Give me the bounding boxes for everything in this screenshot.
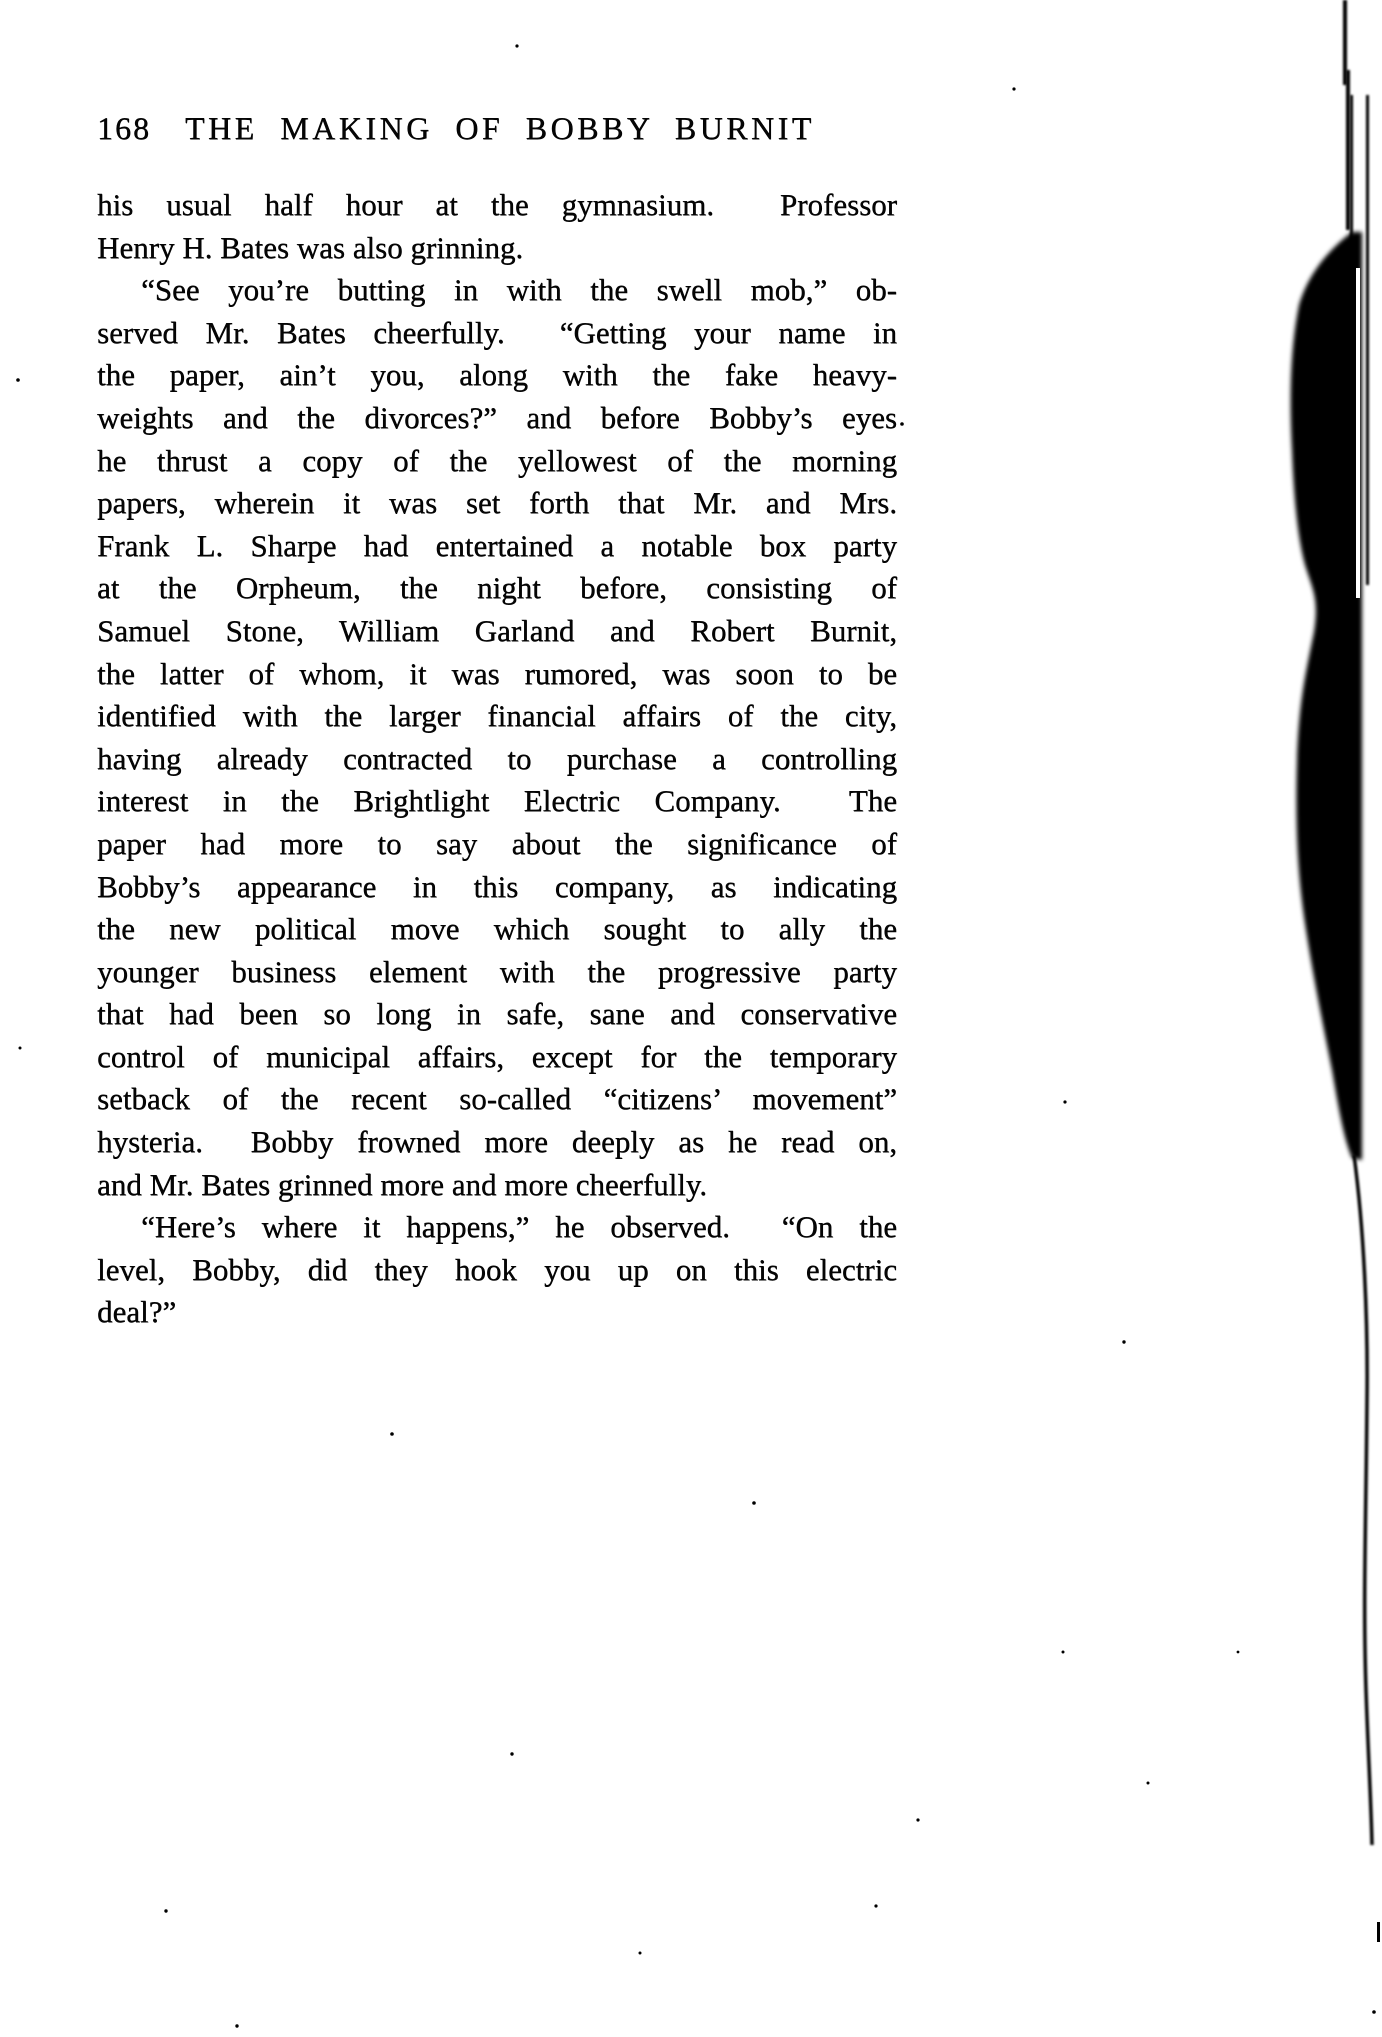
text-line: that had been so long in safe, sane and conservative (97, 996, 897, 1032)
binding-right-line (1366, 95, 1369, 585)
text-line: Bobby’s appearance in this company, as indicating (97, 868, 897, 904)
text-line: Henry H. Bates was also grinning. (97, 229, 524, 265)
text-line: and Mr. Bates grinned more and more cheerfully. (97, 1166, 708, 1202)
text-line: control of municipal affairs, except for the temporary (97, 1038, 897, 1074)
binding-top-lines (1343, 0, 1353, 305)
text-line: “See you’re butting in with the swell mob,” ob- (141, 272, 897, 308)
text-line: Samuel Stone, William Garland and Robert Burnit, (97, 612, 897, 648)
text-line: setback of the recent so-called “citizens’ movement” (97, 1081, 897, 1117)
binding-bottom-tick (1377, 1922, 1380, 1942)
binding-shadow (1291, 232, 1362, 1160)
text-line: the paper, ain’t you, along with the fake heavy- (97, 357, 897, 393)
text-line: his usual half hour at the gymnasium. Professor (97, 187, 897, 222)
text-line: “Here’s where it happens,” he observed. “On the (141, 1209, 897, 1245)
text-line: identified with the larger financial affairs of the city, (97, 698, 897, 734)
text-line: younger business element with the progressive party (97, 953, 897, 989)
book-title-header: THE MAKING OF BOBBY BURNIT (185, 110, 815, 146)
text-line: the new political move which sought to ally the (97, 911, 897, 947)
text-line: the latter of whom, it was rumored, was soon to be (97, 655, 897, 691)
page-text (97, 184, 897, 1334)
text-line: interest in the Brightlight Electric Company. The (97, 783, 897, 819)
page-header (97, 110, 897, 147)
text-line: level, Bobby, did they hook you up on this electric (97, 1251, 897, 1287)
page-number: 168 (97, 110, 151, 146)
text-line: hysteria. Bobby frowned more deeply as he read on, (97, 1124, 897, 1160)
text-line: deal?” (97, 1294, 177, 1330)
text-line: at the Orpheum, the night before, consisting of (97, 570, 897, 606)
text-line: paper had more to say about the significance of (97, 825, 897, 861)
binding-white-slit (1356, 268, 1360, 598)
binding-lower-line (1354, 1155, 1372, 1845)
text-line: weights and the divorces?” and before Bobby’s eyes (97, 399, 897, 435)
text-line: papers, wherein it was set forth that Mr. and Mrs. (97, 485, 897, 521)
text-line: Frank L. Sharpe had entertained a notable box party (97, 527, 897, 563)
text-line: he thrust a copy of the yellowest of the morning (97, 442, 897, 478)
text-line: having already contracted to purchase a controlling (97, 740, 897, 776)
text-line: served Mr. Bates cheerfully. “Getting your name in (97, 314, 897, 350)
